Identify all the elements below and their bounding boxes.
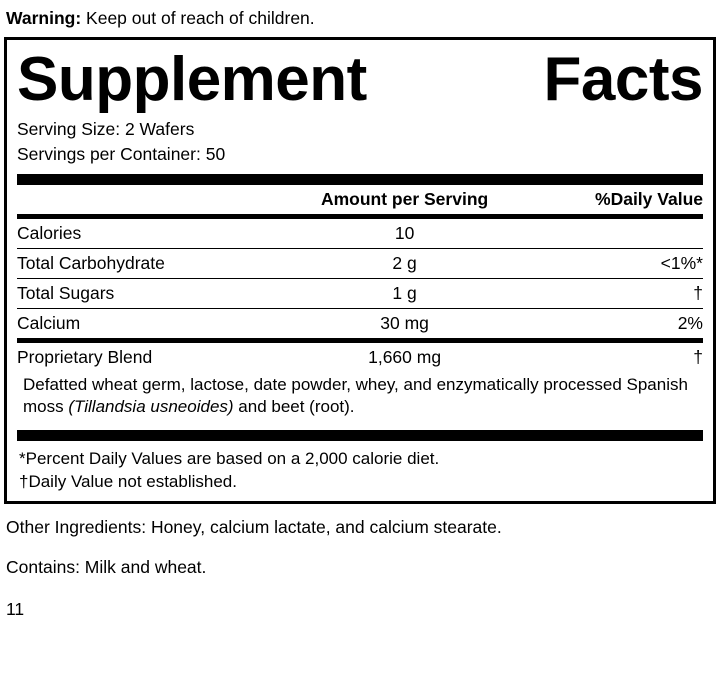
row-name: Total Sugars — [17, 279, 278, 309]
panel-title — [17, 45, 703, 114]
footnote-percent-daily-value: *Percent Daily Values are based on a 2,000 calorie diet. — [19, 449, 440, 468]
table-header-row — [17, 185, 703, 214]
footnotes — [17, 441, 703, 493]
row-daily-value: 2% — [531, 309, 703, 339]
panel-title-facts: Facts — [543, 45, 703, 114]
table-row — [17, 343, 703, 372]
rule-thick-top — [17, 174, 703, 185]
header-daily-value: %Daily Value — [595, 189, 703, 209]
row-amount: 30 mg — [278, 309, 532, 339]
nutrition-table — [17, 185, 703, 214]
row-daily-value: † — [531, 279, 703, 309]
row-amount: 2 g — [278, 249, 532, 279]
warning-text: Keep out of reach of children. — [81, 8, 315, 28]
panel-title-supplement: Supplement — [17, 45, 367, 114]
serving-size: Serving Size: 2 Wafers — [17, 119, 195, 139]
blend-daily-value: † — [693, 347, 703, 367]
nutrition-rows — [17, 219, 703, 338]
warning-label: Warning: — [6, 8, 82, 28]
table-row — [17, 309, 703, 339]
blend-amount: 1,660 mg — [368, 347, 442, 367]
proprietary-blend-row — [17, 343, 703, 372]
rule-thick-bottom — [17, 430, 703, 441]
row-amount: 1 g — [278, 279, 532, 309]
servings-per-container: Servings per Container: 50 — [17, 144, 226, 164]
other-ingredients: Other Ingredients: Honey, calcium lactate, and calcium stearate. — [6, 517, 502, 537]
footnote-daily-value-not-established: †Daily Value not established. — [19, 472, 237, 491]
row-name: Total Carbohydrate — [17, 249, 278, 279]
row-amount: 10 — [394, 223, 415, 243]
header-amount-per-serving: Amount per Serving — [320, 189, 489, 209]
blend-description-part1: Defatted wheat germ, lactose, date powder, whey, and enzymatically processed Spanish moss — [23, 375, 688, 416]
row-name: Calcium — [17, 309, 278, 339]
page-number: 11 — [6, 599, 25, 619]
blend-description — [17, 372, 703, 422]
row-daily-value: <1%* — [531, 249, 703, 279]
header-nutrient — [17, 185, 278, 214]
blend-description-part2: and beet (root). — [233, 397, 355, 416]
table-row — [17, 279, 703, 309]
supplement-facts-panel — [4, 37, 716, 504]
row-name: Calories — [17, 223, 82, 243]
blend-name: Proprietary Blend — [17, 347, 153, 367]
table-row — [17, 249, 703, 279]
table-row — [17, 219, 703, 249]
warning-line — [0, 0, 720, 37]
contains-statement: Contains: Milk and wheat. — [6, 557, 207, 577]
blend-description-italic: (Tillandsia usneoides) — [68, 397, 234, 416]
row-daily-value — [531, 219, 703, 249]
